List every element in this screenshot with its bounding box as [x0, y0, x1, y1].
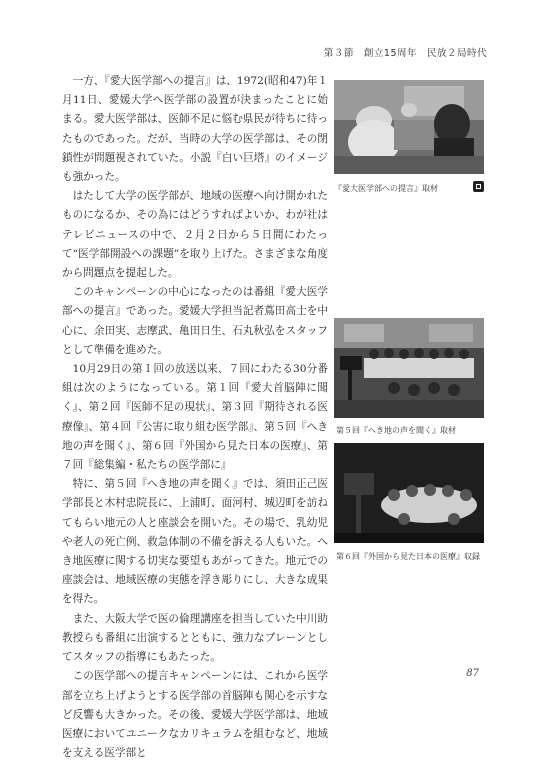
photo-hospital-interview-image — [334, 80, 484, 174]
photo-studio-recording-image — [334, 443, 484, 543]
running-header: 第３節 創立15周年 民放２局時代 — [323, 48, 487, 59]
photo-village-meeting-image — [334, 318, 484, 418]
photo-caption: 第６回『外国から見た日本の医療』収録 — [336, 552, 480, 561]
body-text — [62, 72, 328, 763]
photo-hospital-interview — [334, 80, 484, 174]
paragraph: このキャンペーンの中心になったのは番組『愛大医学部への提言』であった。愛媛大学担当記者蔦田高士を中心に、余田実、志摩武、亀田日生、石丸秋弘をスタッフとして準備を進めた。 — [62, 286, 328, 356]
photo-studio-recording — [334, 443, 484, 543]
paragraph: 10月29日の第１回の放送以来、７回にわたる30分番組は次のようになっている。第１回『愛大首脳陣に聞く』、第２回『医師不足の現状』、第３回『期待される医療像』、第４回『公害に取り組む医学部』、第５回『へき地の声を聞く』、第６回『外国から見た日本の医療』、第７回『総集編・私たちの医学部に』 — [62, 363, 328, 472]
paragraph: また、大阪大学で医の倫理講座を担当していた中川助教授らも番組に出演するとともに、強力なブレーンとしてスタッフの指導にもあたった。 — [62, 612, 328, 664]
paragraph: 一方、『愛大医学部への提言』は、1972(昭和47)年１月11日、愛媛大学へ医学部の設置が決まったことに始まる。愛大医学部は、医師不足に悩む県民が待ちに待ったものであった。だが、当時の大学の医学部は、その閉鎖性が問題視されていた。小説『白い巨塔』のイメージも強かった。 — [62, 75, 328, 184]
page-number: 87 — [466, 668, 479, 679]
paragraph: はたして大学の医学部が、地域の医療へ向け開かれたものになるか、その為にはどうすればよいか、わが社はテレビニュースの中で、２月２日から５日間にわたって“医学部開設への課題”を取り上げた。さまざまな角度から問題点を提起した。 — [62, 190, 328, 280]
photo-village-meeting — [334, 318, 484, 418]
paragraph: 特に、第５回『へき地の声を聞く』では、須田正己医学部長と木村忠院長に、上浦町、面河村、城辺町を訪ねてもらい地元の人と座談会を開いた。その場で、乳幼児や老人の死亡例、救急体制の不備を訴える人もいた。へき地医療に関する切実な要望もあがってきた。地元での座談会は、地域医療の実態を浮き彫りにし、大きな成果を得た。 — [62, 478, 328, 606]
photo-caption: 第５回『へき地の声を聞く』取材 — [336, 426, 456, 435]
film-badge-icon — [473, 181, 484, 192]
photo-caption: 『愛大医学部への提言』取材 — [334, 184, 438, 193]
paragraph: この医学部への提言キャンペーンには、これから医学部を立ち上げようとする医学部の首脳陣も関心を示すなど反響も大きかった。その後、愛媛大学医学部は、地域医療においてユニークなカリキュラムを組むなど、地域を支える医学部と — [62, 670, 328, 760]
